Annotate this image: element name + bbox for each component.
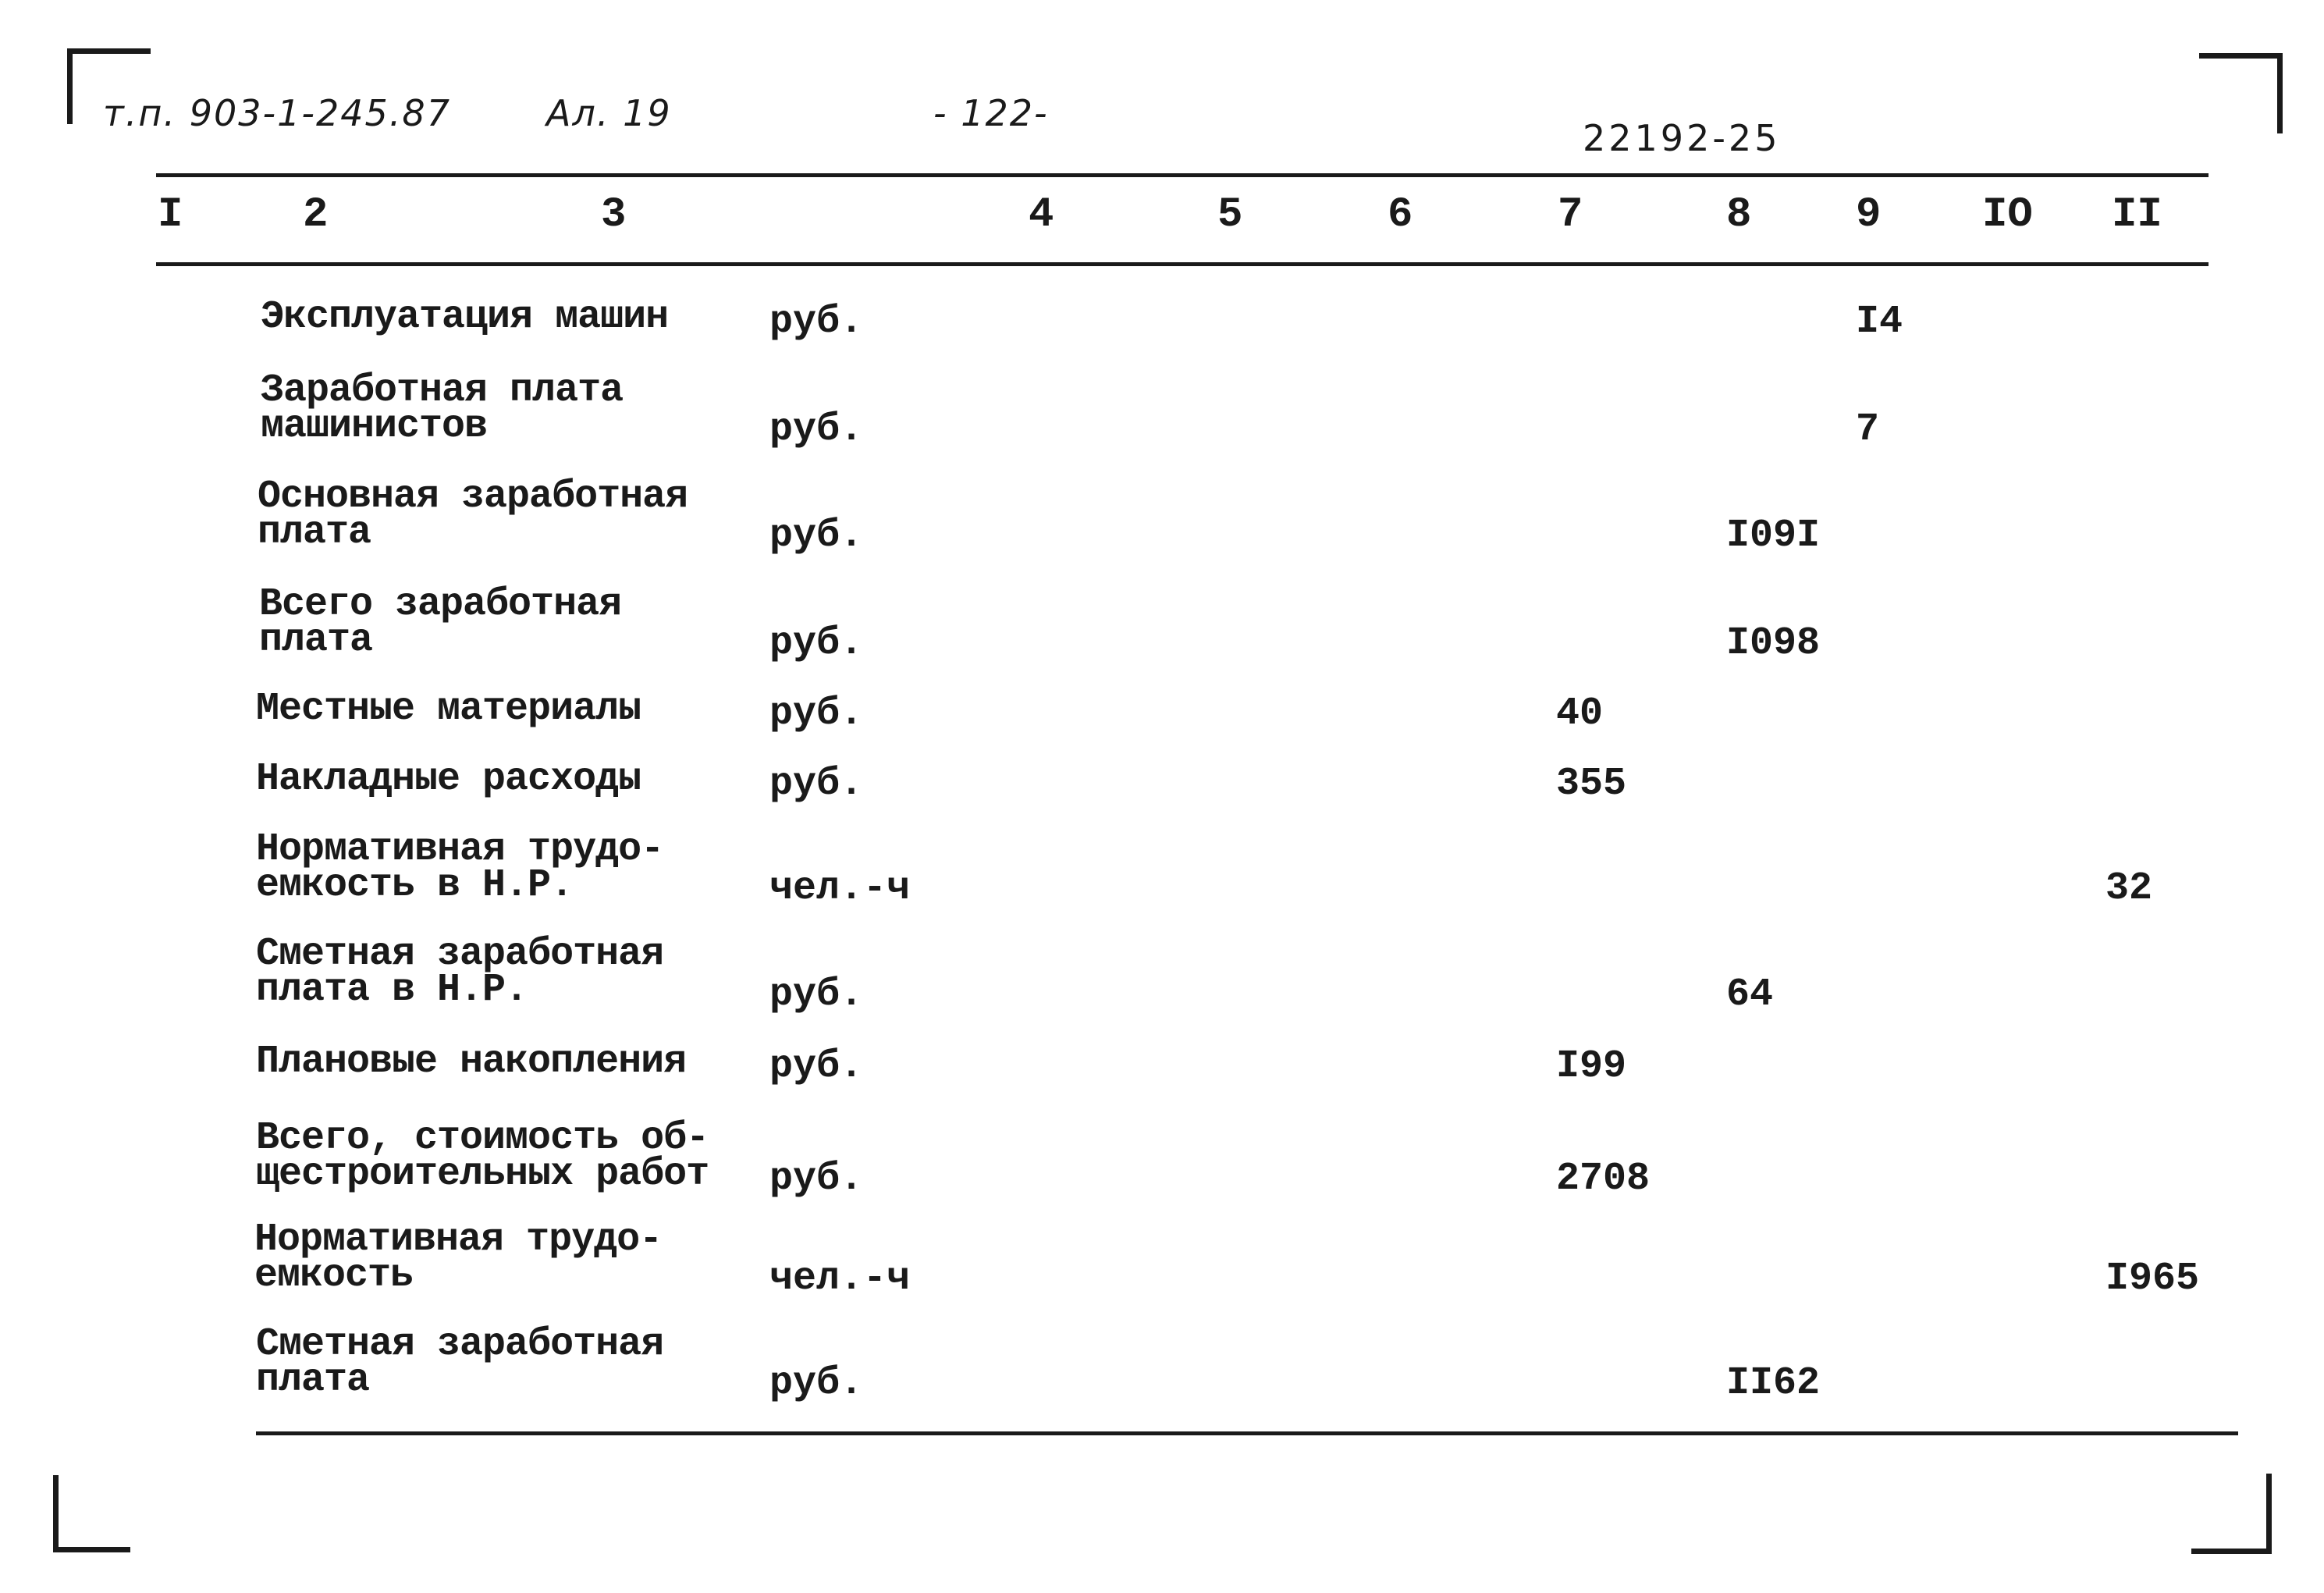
corner-mark-top-right: [2199, 53, 2283, 133]
row-name: Накладные расходы: [256, 757, 641, 802]
row-unit: руб.: [769, 762, 864, 806]
header-bottom-rule: [156, 262, 2209, 266]
page-number: - 122-: [933, 92, 1049, 134]
row-unit: руб.: [769, 973, 864, 1017]
row-value: II62: [1726, 1361, 1821, 1406]
column-number: IO: [1982, 191, 2033, 239]
row-value: 7: [1856, 407, 1880, 452]
sheet-number: Ал. 19: [546, 92, 672, 134]
row-value: 355: [1556, 762, 1627, 806]
row-unit: руб.: [769, 407, 864, 452]
column-number: II: [2112, 191, 2162, 239]
column-number: 2: [303, 191, 329, 239]
column-number: 5: [1217, 191, 1243, 239]
row-unit: руб.: [769, 1361, 864, 1406]
column-number: I: [158, 191, 183, 239]
row-value: I09I: [1726, 514, 1821, 558]
row-name: Сметная заработная плата в Н.Р.: [256, 932, 664, 1012]
corner-mark-bottom-left: [53, 1475, 130, 1552]
column-number: 8: [1726, 191, 1752, 239]
corner-mark-bottom-right: [2191, 1474, 2272, 1554]
row-value: 2708: [1556, 1157, 1651, 1201]
row-name: Плановые накопления: [256, 1040, 687, 1084]
row-value: I4: [1856, 300, 1903, 344]
row-unit: руб.: [769, 1044, 864, 1089]
column-number: 4: [1029, 191, 1054, 239]
row-value: I99: [1556, 1044, 1627, 1089]
row-unit: чел.-ч: [769, 866, 911, 911]
column-number: 9: [1856, 191, 1882, 239]
row-value: I965: [2105, 1257, 2200, 1301]
row-name: Местные материалы: [256, 687, 641, 731]
row-unit: руб.: [769, 514, 864, 558]
row-value: 32: [2105, 866, 2153, 911]
header-top-rule: [156, 173, 2209, 177]
row-unit: чел.-ч: [769, 1257, 911, 1301]
row-unit: руб.: [769, 300, 864, 344]
document-code: т.п. 903-1-245.87: [103, 92, 451, 134]
inventory-number: 22192-25: [1583, 117, 1781, 159]
row-name: Заработная плата машинистов: [261, 368, 624, 449]
row-value: I098: [1726, 621, 1821, 666]
column-number: 7: [1558, 191, 1583, 239]
row-name: Эксплуатация машин: [261, 295, 669, 340]
row-unit: руб.: [769, 692, 864, 736]
row-value: 40: [1556, 692, 1604, 736]
row-name: Основная заработная плата: [258, 475, 688, 555]
row-name: Сметная заработная плата: [256, 1322, 664, 1403]
row-name: Нормативная трудо- емкость в Н.Р.: [256, 827, 664, 908]
column-number: 6: [1388, 191, 1413, 239]
row-unit: руб.: [769, 1157, 864, 1201]
row-name: Всего, стоимость об- щестроительных работ: [256, 1116, 709, 1197]
row-name: Нормативная трудо- емкость: [254, 1218, 663, 1298]
column-number: 3: [601, 191, 627, 239]
row-value: 64: [1726, 973, 1774, 1017]
row-unit: руб.: [769, 621, 864, 666]
table-bottom-rule: [256, 1431, 2238, 1435]
row-name: Всего заработная плата: [259, 582, 622, 663]
